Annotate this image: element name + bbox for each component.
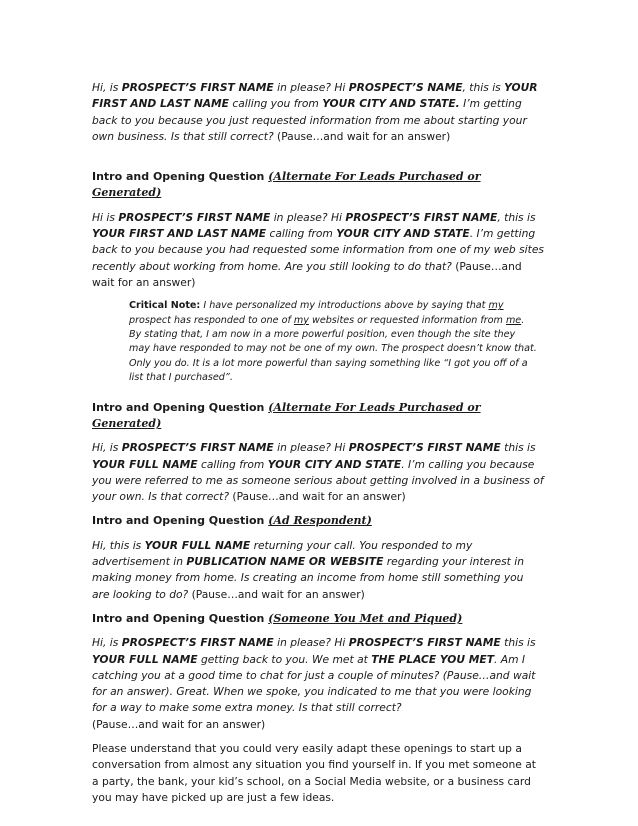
placeholder-prospect-first-name: PROSPECT’S FIRST NAME — [121, 81, 274, 94]
text: in please? Hi — [270, 210, 346, 224]
text: Hi is — [92, 210, 119, 224]
pause-instruction: (Pause…and wait for an answer) — [229, 490, 406, 504]
placeholder-city-state: YOUR CITY AND STATE — [336, 227, 470, 241]
text: returning your call. You responded to my advertisement in — [92, 538, 473, 569]
text: in please? Hi — [273, 441, 349, 455]
placeholder-prospect-first-name: PROSPECT’S FIRST NAME — [348, 636, 501, 650]
text: in please? Hi — [273, 636, 349, 650]
text: . I’m getting back to you because you had requested some information from one of my web sites recently about working from home. Are you still looking to do that? — [92, 227, 544, 273]
text: prospect has responded to one of — [129, 314, 294, 326]
text: Hi, is — [92, 81, 122, 94]
text: this is — [500, 441, 536, 455]
section-heading-leads-2 — [92, 400, 544, 433]
heading-alternate: (Someone You Met and Piqued) — [268, 611, 463, 625]
intro-paragraph-4 — [92, 538, 544, 603]
heading-alternate: (Alternate For Leads Purchased or Generated) — [92, 170, 481, 200]
text: regarding your interest in making money from home. Is creating an income from home still something you are looking to do? — [92, 555, 524, 601]
placeholder-prospect-first-name: PROSPECT’S FIRST NAME — [121, 636, 274, 650]
text: websites or requested information from — [308, 314, 506, 326]
text: Hi, is — [92, 441, 122, 455]
text: . Am I catching you at a good time to chat for just a couple of minutes? (Pause…and wait for an answer). Great. When we spoke, you indicated to me that you were looking for a way to make some extra money. Is that still correct? — [92, 652, 536, 715]
critical-note — [129, 299, 539, 385]
placeholder-your-name: YOUR FIRST AND LAST NAME — [92, 81, 538, 111]
text: , this is — [462, 81, 505, 94]
text: getting back to you. We met at — [197, 652, 372, 666]
text: . By stating that, I am now in a more powerful position, even though the site they may have responded to may not be one of my own. The prospect doesn’t know that. Only you do. It is a lot more powerful than saying something like “I got you off of a list that I purchased”. — [129, 314, 537, 384]
text: calling from — [197, 457, 268, 471]
section-heading-leads-1 — [92, 169, 544, 202]
section-heading-someone-met — [92, 611, 544, 627]
placeholder-publication: PUBLICATION NAME OR WEBSITE — [186, 555, 384, 569]
text: calling you from — [228, 97, 323, 111]
placeholder-prospect-first-name: PROSPECT’S FIRST NAME — [345, 210, 498, 224]
placeholder-your-full-name: YOUR FULL NAME — [144, 538, 251, 552]
text: this is — [500, 636, 536, 650]
spacer — [92, 505, 544, 513]
heading-alternate: (Alternate For Leads Purchased or Generated) — [92, 400, 481, 430]
document-page — [92, 80, 544, 806]
placeholder-your-full-name: YOUR FULL NAME — [92, 652, 198, 666]
text: , this is — [497, 210, 536, 224]
text: I have personalized my introductions above by saying that — [200, 300, 489, 312]
pause-instruction: (Pause…and wait for an answer) — [188, 587, 365, 601]
intro-paragraph-2 — [92, 210, 544, 291]
closing-paragraph: Please understand that you could very easily adapt these openings to start up a conversation from almost any situation you find yourself in. If you met someone at a party, the bank, your kid’s school, on a Social Media website, or a business card you may have picked up are just a few ideas. — [92, 742, 536, 804]
placeholder-your-full-name: YOUR FULL NAME — [92, 457, 198, 471]
pause-instruction: (Pause…and wait for an answer) — [273, 129, 451, 143]
spacer — [92, 627, 544, 635]
text: . I’m calling you because you were referred to me as someone serious about getting involved in a business of your own. Is that correct? — [92, 457, 544, 504]
placeholder-place-met: THE PLACE YOU MET — [371, 652, 494, 666]
intro-paragraph-3 — [92, 440, 544, 505]
intro-paragraph-1 — [92, 80, 544, 145]
placeholder-prospect-name: PROSPECT’S NAME — [348, 81, 463, 94]
text: in please? Hi — [273, 81, 349, 94]
placeholder-your-name: YOUR FIRST AND LAST NAME — [92, 227, 267, 241]
section-heading-ad-respondent — [92, 513, 544, 529]
critical-note-label: Critical Note: — [129, 300, 201, 312]
placeholder-prospect-first-name: PROSPECT’S FIRST NAME — [118, 210, 271, 224]
text: Hi, is — [92, 636, 122, 650]
placeholder-prospect-first-name: PROSPECT’S FIRST NAME — [348, 441, 501, 455]
text: Hi, this is — [92, 538, 145, 552]
heading-label: Intro and Opening Question — [92, 400, 269, 414]
placeholder-prospect-first-name: PROSPECT’S FIRST NAME — [121, 441, 274, 455]
pause-instruction: (Pause…and wait for an answer) — [92, 259, 522, 289]
spacer — [92, 432, 544, 440]
heading-alternate: (Ad Respondent) — [268, 514, 372, 528]
placeholder-city-state: YOUR CITY AND STATE — [267, 457, 402, 471]
placeholder-city-state: YOUR CITY AND STATE. — [322, 97, 460, 111]
text: I’m getting back to you because you just requested information from me about starting your own business. Is that still correct? — [92, 97, 527, 143]
underlined-word: me — [505, 314, 522, 326]
spacer — [92, 386, 544, 400]
spacer — [92, 733, 544, 741]
text: calling from — [266, 227, 337, 241]
spacer — [92, 603, 544, 611]
spacer — [92, 291, 544, 299]
heading-label: Intro and Opening Question — [92, 170, 269, 184]
heading-label: Intro and Opening Question — [92, 514, 269, 528]
spacer — [92, 530, 544, 538]
spacer — [92, 202, 544, 210]
pause-instruction: (Pause…and wait for an answer) — [92, 717, 266, 731]
underlined-word: my — [293, 314, 309, 326]
underlined-word: my — [488, 300, 504, 312]
spacer — [92, 145, 544, 169]
heading-label: Intro and Opening Question — [92, 611, 269, 625]
intro-paragraph-5 — [92, 635, 544, 733]
